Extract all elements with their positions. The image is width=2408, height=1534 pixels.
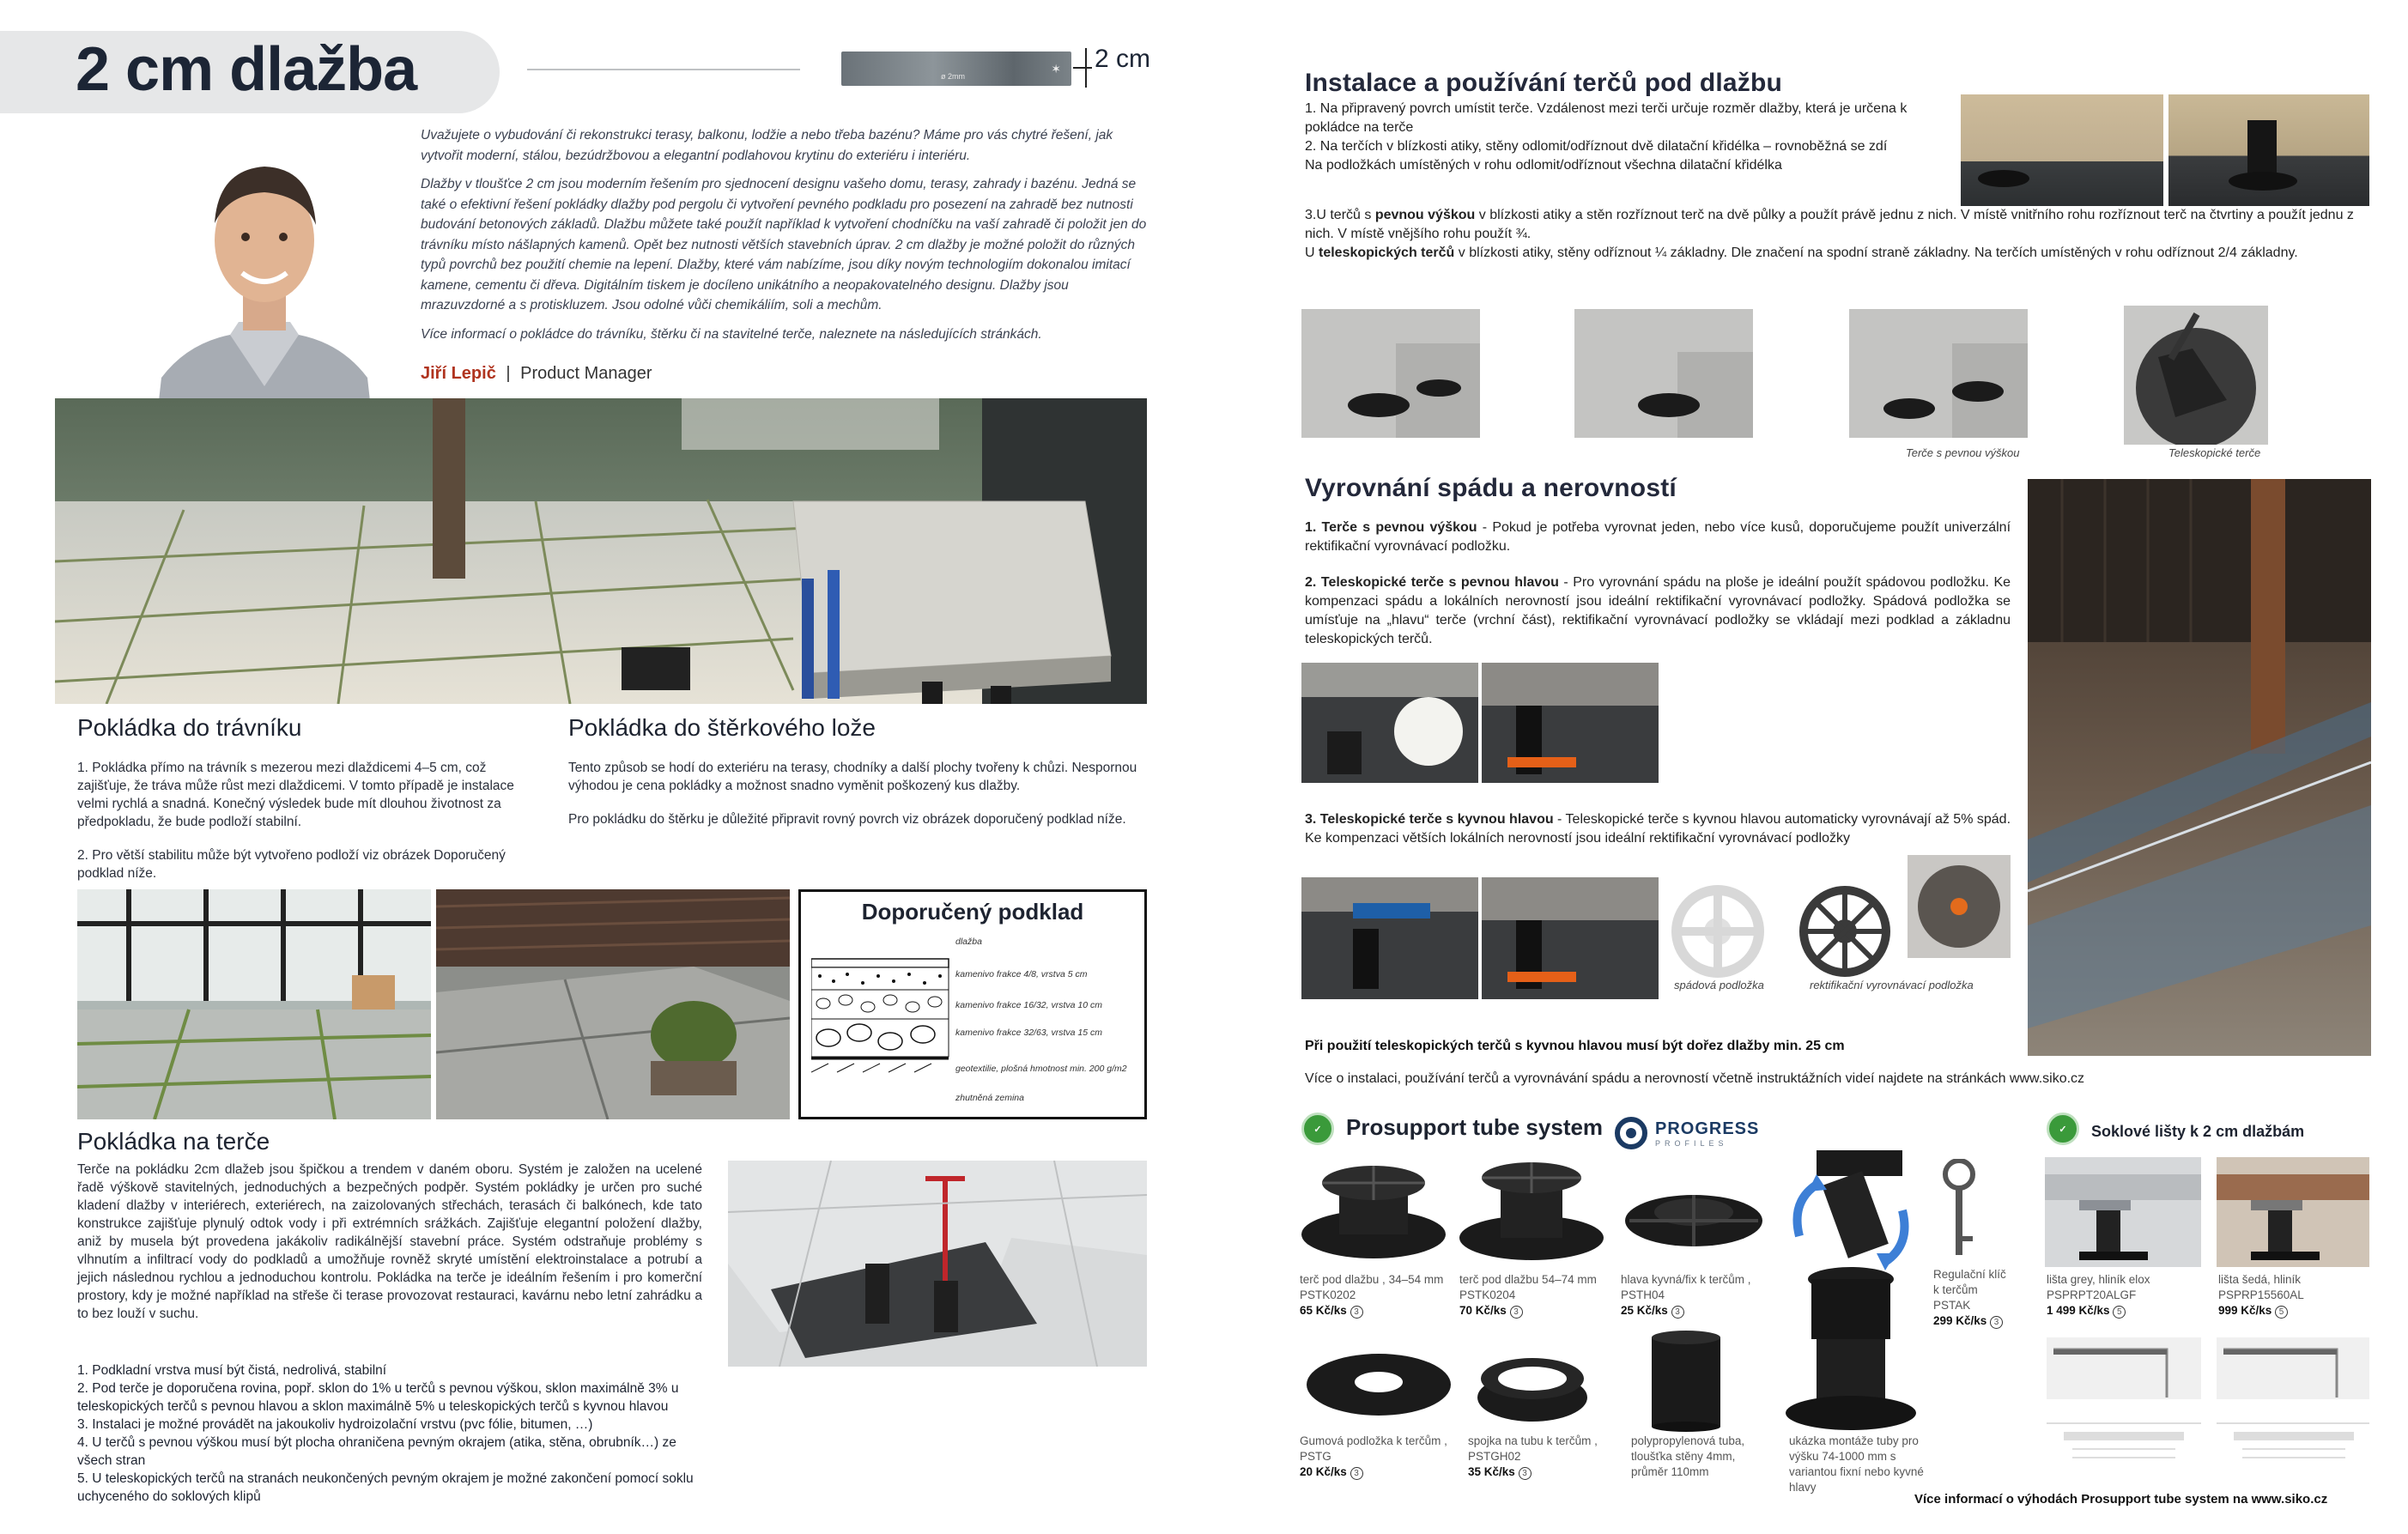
gravel-photo (436, 889, 790, 1119)
install-heading: Instalace a používání terčů pod dlažbu (1305, 69, 1783, 97)
leveling-p3-bold: 3. Teleskopické terče s kyvnou hlavou (1305, 812, 1554, 827)
leveling-p3-text: - Teleskopické terče s kyvnou hlavou automaticky vyrovnávají až 5% spád. Ke kompenzaci větších lokálních nerovností jsou ideální rektifikační vyrovnávací podložky (1305, 812, 2011, 846)
product-image-pstak (1933, 1159, 1985, 1262)
product-mark: 3 (1350, 1467, 1363, 1480)
leveling-photo-3 (1301, 877, 1478, 999)
sample-tile-text: ø 2mm (941, 72, 965, 81)
pedestals-paragraph: Terče na pokládku 2cm dlažeb jsou špičkou a trendem v daném oboru. Systém je založen na ucelené řadě výškově stavitelných, jednoduchých a bezpečných podpěr. Systém pokládky je určen pro suché kladení dlažby v interiérech, exteriérech, na zaizolovaných střechách, terasách či balkónech, kde tato konstrukce zajišťuje plynulý odtok vody i při extrémních srážkách. Zajišťuje elegantní položení dlažby, aniž by musela být provedena jakákoliv radikálnější stavební práce. Systém odstraňuje problémy s vlhnutím a infiltrací vody do podkladů a umožňuje rovněž skryté umístění elektroinstalace a potrubí a jejich následnou rychlou a jednoduchou kontrolu. Pokládka na terče je ideálním řešením i pro komerční prostory, kdy je možné například na střeše či terase provozovat restauraci, kavárnu nebo letní zahrádku a to bez louží v suchu. (77, 1162, 702, 1321)
trim-image-1 (2045, 1157, 2201, 1267)
trim-code: PSPRPT20ALGF (2047, 1288, 2137, 1301)
trim-profile-drawing-1 (2047, 1337, 2201, 1466)
trim-name: lišta grey, hliník elox (2047, 1273, 2150, 1286)
eco-badge-icon: ✓ (1301, 1113, 1334, 1145)
product-caption-pstk0204 (1459, 1272, 1614, 1319)
recommended-base-diagram (798, 889, 1147, 1119)
intro-paragraph-2: Dlažby v tloušťce 2 cm jsou moderním řešením pro sjednocení designu vašeho domu, terasy, zahrady i bazénu. Jedná se také o efektivní řešení pokládky dlažby pod pergolu či vytvoření pevného podkladu pro posezení na zahradě bez nutnosti budování betonových základů. Dlažbu můžete také použít například k vytvoření chodníčku na vaší zahradě či položit jen do trávníku místo nášlapných kamenů. Opět bez nutnosti větších stavebních úprav. 2 cm dlažby je možné položit do různých typů povrchů bez použití chemie na lepení. Dlažby, které vám nabízíme, jsou díky novým technologiím dokonalou imitací kamene, cementu či dřeva. Digitálním tiskem je docíleno unikátního a neopakovatelného designu. Dlažby jsou mrazuvzdorné a s protiskluzem. Jsou odolné vůči chemikáliím, soli a mechům. (421, 177, 1147, 312)
product-mark: 3 (1519, 1467, 1532, 1480)
pedestals-list-item-3: 3. Instalaci je možné provádět na jakoukoliv hydroizolační vrstvu (pvc fólie, bitumen, …) (77, 1417, 593, 1432)
product-name: Gumová podložka k terčům , (1300, 1434, 1447, 1447)
leveling-p3 (1305, 810, 2011, 848)
product-code: PSTAK (1933, 1299, 1971, 1312)
trim-image-2 (2217, 1157, 2369, 1267)
leveling-photo-4 (1482, 877, 1659, 999)
product-price: 65 Kč/ks (1300, 1304, 1347, 1317)
author-line (421, 364, 652, 384)
trim-name: lišta šedá, hliník (2218, 1273, 2302, 1286)
product-image-pstk0202 (1296, 1157, 1451, 1269)
product-price: 20 Kč/ks (1300, 1465, 1347, 1478)
lawn-paragraph-2: 2. Pro větší stabilitu může být vytvořeno podloží viz obrázek Doporučený podklad níže. (77, 848, 506, 881)
trim-price: 1 499 Kč/ks (2047, 1304, 2110, 1317)
trim-mark: 5 (2275, 1306, 2288, 1319)
leveling-p2-bold: 2. Teleskopické terče s pevnou hlavou (1305, 575, 1559, 590)
product-mark: 3 (1671, 1306, 1684, 1319)
product-name: hlava kyvná/fix k terčům , (1621, 1273, 1751, 1286)
product-price: 25 Kč/ks (1621, 1304, 1668, 1317)
install-paragraph-3 (1305, 206, 2369, 263)
product-caption-pstak (1933, 1267, 2011, 1329)
author-role: Product Manager (520, 364, 652, 383)
slope-shim-image (1662, 884, 1774, 979)
diagram-layer-5: geotextilie, plošná hmotnost min. 200 g/m2 (955, 1064, 1127, 1074)
leveling-photo-2 (1482, 663, 1659, 783)
gravel-paragraph-2: Pro pokládku do štěrku je důležité připravit rovný povrch viz obrázek doporučený podklad níže. (568, 812, 1126, 827)
product-image-tube (1645, 1329, 1727, 1432)
pedestals-body (77, 1161, 702, 1323)
trim-code: PSPRP15560AL (2218, 1288, 2304, 1301)
eco-badge-icon-trim: ✓ (2047, 1113, 2079, 1145)
product-caption-assembly: ukázka montáže tuby pro výšku 74-1000 mm s variantou fixní nebo kyvné hlavy (1789, 1434, 1924, 1494)
corner-illustration-2 (1574, 309, 1753, 438)
pedestals-heading: Pokládka na terče (77, 1128, 270, 1155)
diagram-layer-2: kamenivo frakce 4/8, vrstva 5 cm (955, 969, 1088, 979)
product-code: PSTK0202 (1300, 1288, 1356, 1301)
product-caption-pstg (1300, 1434, 1463, 1480)
thickness-label: 2 cm (1095, 45, 1151, 73)
leveling-more-info: Více o instalaci, používání terčů a vyrovnávání spádu a nerovností včetně instruktážních videí najdete na stránkách www.siko.cz (1305, 1071, 2085, 1086)
product-name: terč pod dlažbu , 34–54 mm (1300, 1273, 1444, 1286)
diagram-layer-6: zhutněná zemina (955, 1093, 1024, 1103)
product-caption-pstgh02 (1468, 1434, 1623, 1480)
product-caption-tube: polypropylenová tuba, tloušťka stěny 4mm, průměr 110mm (1631, 1434, 1745, 1478)
trim-caption-2 (2218, 1272, 2373, 1319)
pedestals-list-item-2: 2. Pod terče je doporučena rovina, popř. sklon do 1% u terčů s pevnou výškou, sklon maximálně 3% u teleskopických terčů s pevnou hlavou a sklon maximálně 5% u teleskopických terčů s kyvnou hlavou (77, 1381, 679, 1414)
diagram-layer-3: kamenivo frakce 16/32, vrstva 10 cm (955, 1000, 1102, 1010)
install-p4-text: v blízkosti atiky, stěny odříznout ¼ základny. Dle značení na spodní straně základny. Na terčích umístěných v rohu odříznout 2/4 základny. (1454, 246, 2298, 260)
product-price: 299 Kč/ks (1933, 1314, 1987, 1327)
diagram-title: Doporučený podklad (861, 899, 1084, 925)
product-image-pstgh02 (1468, 1344, 1597, 1430)
product-name: terč pod dlažbu 54–74 mm (1459, 1273, 1597, 1286)
slope-shim-photo (1908, 855, 2011, 958)
trim-caption-1 (2047, 1272, 2210, 1319)
product-mark: 3 (1510, 1306, 1523, 1319)
progress-logo (1614, 1116, 1759, 1150)
intro-paragraph-1: Uvažujete o vybudování či rekonstrukci terasy, balkonu, lodžie a nebo třeba bazénu? Máme pro vás chytré řešení, jak vytvořit moderní, stálou, bezúdržbovou a elegantní podlahovou krytinu do exteriéru i interiéru. (421, 128, 1113, 163)
product-image-assembly (1782, 1262, 1920, 1434)
lawn-photo (77, 889, 431, 1119)
product-price: 35 Kč/ks (1468, 1465, 1515, 1478)
product-caption-psth04 (1621, 1272, 1775, 1319)
trim-heading: Soklové lišty k 2 cm dlažbám (2091, 1123, 2305, 1140)
progress-logo-icon (1614, 1116, 1648, 1150)
pedestals-list-item-1: 1. Podkladní vrstva musí být čistá, nedrolivá, stabilní (77, 1363, 387, 1378)
product-name: spojka na tubu k terčům , (1468, 1434, 1598, 1447)
diagram-layer-4: kamenivo frakce 32/63, vrstva 15 cm (955, 1028, 1102, 1038)
product-caption-pstk0202 (1300, 1272, 1454, 1319)
install-p3-bold: pevnou výškou (1374, 208, 1476, 222)
leveling-p2-text: - Pro vyrovnání spádu na ploše je ideální použít spádovou podložku. Ke kompenzaci spádu a lokálních nerovností jsou ideální rektifikační vyrovnávací podložky. Spádová podložka se umísťuje na „hlavu“ terče (vrchní část), rektifikační vyrovnávací podložky se vkládají mezi podklad a základnu teleskopických terčů. (1305, 575, 2011, 646)
caption-slope-shim: spádová podložka (1674, 979, 1764, 991)
pedestals-list-item-5: 5. U teleskopických terčů na stranách neukončených pevným okrajem je možné zakončení pomocí soklu uchyceného do soklových klipů (77, 1471, 694, 1504)
telescopic-pedestal-photo (2124, 306, 2268, 445)
lawn-paragraph-1: 1. Pokládka přímo na trávník s mezerou mezi dlaždicemi 4–5 cm, což zajišťuje, že tráva může růst mezi dlaždicemi. V tomto případě je instalace velmi rychlá a snadná. Konečný výsledek bude mít dlouhou životnost za předpokladu, že bude podloží stabilní. (77, 761, 514, 829)
product-image-pstg (1301, 1346, 1456, 1423)
author-separator: | (506, 364, 511, 383)
trim-mark: 5 (2113, 1306, 2126, 1319)
install-p3-text: v blízkosti atiky a stěn rozříznout terč na dvě půlky a použít právě jednu z nich. V místě vnitřního rohu rozříznout terč na čtvrtiny a použít jednu z nich. V místě vnějšího rohu použít ¾. (1305, 208, 2354, 241)
caption-rectification-shim: rektifikační vyrovnávací podložka (1810, 979, 1974, 991)
lawn-text (77, 759, 522, 882)
caption-telescopic-pedestals: Teleskopické terče (2168, 446, 2261, 459)
product-name: Regulační klíč k terčům (1933, 1268, 2006, 1296)
product-image-pstk0204 (1454, 1157, 1609, 1269)
install-p4-bold: teleskopických terčů (1319, 246, 1455, 260)
intro-paragraph-3: Více informací o pokládce do trávníku, štěrku či na stavitelné terče, naleznete na následujících stránkách. (421, 326, 1042, 342)
progress-brand-sub: PROFILES (1655, 1138, 1728, 1148)
install-steps (1305, 100, 1954, 175)
terrace-hero-photo (55, 398, 1147, 704)
tube-system-heading: Prosupport tube system (1346, 1114, 1604, 1140)
diagram-layer-1: dlažba (955, 937, 982, 947)
install-step-1: 1. Na připravený povrch umístit terče. Vzdálenost mezi terči určuje rozměr dlažby, která je určena k pokládce na terče (1305, 101, 1908, 135)
install-p3-prefix: 3.U terčů s (1305, 208, 1375, 222)
intro-text (421, 125, 1147, 344)
pedestals-list (77, 1361, 704, 1506)
product-code: PSTK0204 (1459, 1288, 1516, 1301)
leveling-note: Při použití teleskopických terčů s kyvnou hlavou musí být dořez dlažby min. 25 cm (1305, 1039, 1845, 1053)
wet-deck-photo (2028, 479, 2371, 1056)
product-code: PSTH04 (1621, 1288, 1665, 1301)
gravel-heading: Pokládka do štěrkového lože (568, 714, 876, 741)
corner-illustration-3 (1849, 309, 2028, 438)
gravel-text (568, 759, 1145, 828)
diagram-layers-drawing (811, 943, 957, 1098)
pedestals-list-item-4: 4. U terčů s pevnou výškou musí být plocha ohraničena pevným okrajem (atika, stěna, obrubník…) ze všech stran (77, 1435, 676, 1468)
trim-price: 999 Kč/ks (2218, 1304, 2272, 1317)
product-price: 70 Kč/ks (1459, 1304, 1507, 1317)
thickness-tick (1073, 67, 1092, 69)
caption-fixed-pedestals: Terče s pevnou výškou (1906, 446, 2020, 459)
pedestal-render (728, 1161, 1147, 1367)
leveling-p2 (1305, 573, 2011, 649)
rectification-shim-image (1789, 884, 1901, 979)
page-title: 2 cm dlažba (76, 35, 417, 104)
progress-brand: PROGRESS (1655, 1119, 1760, 1138)
leveling-p1 (1305, 518, 2011, 556)
install-step-2: 2. Na terčích v blízkosti atiky, stěny odlomit/odříznout dvě dilatační křidélka – rovnoběžná se zdí (1305, 139, 1888, 154)
product-mark: 3 (1350, 1306, 1363, 1319)
install-photo-1 (1961, 94, 2163, 206)
leveling-p1-bold: 1. Terče s pevnou výškou (1305, 520, 1477, 535)
lawn-heading: Pokládka do trávníku (77, 714, 302, 741)
product-image-rotation (1782, 1142, 1920, 1270)
leveling-p1-text: - Pokud je potřeba vyrovnat jeden, nebo více kusů, doporučujeme použít univerzální rektifikační vyrovnávací podložku. (1305, 520, 2011, 554)
trim-profile-drawing-2 (2217, 1337, 2369, 1466)
product-mark: 3 (1990, 1316, 2003, 1329)
product-code: PSTGH02 (1468, 1450, 1521, 1463)
leveling-heading: Vyrovnání spádu a nerovností (1305, 474, 1677, 502)
leveling-photo-1 (1301, 663, 1478, 783)
gravel-paragraph-1: Tento způsob se hodí do exteriéru na terasy, chodníky a další plochy tvořeny k chůzi. Nespornou výhodou je cena pokládky a možnost snadno vyměnit poškozený kus dlažby. (568, 761, 1137, 793)
install-step-2b: Na podložkách umístěných v rohu odlomit/odříznout všechna dilatační křidélka (1305, 158, 1782, 173)
install-photo-2 (2168, 94, 2369, 206)
product-code: PSTG (1300, 1450, 1331, 1463)
star-icon: ✶ (1051, 62, 1061, 76)
install-p4-prefix: U (1305, 246, 1319, 260)
title-rule (527, 69, 800, 70)
author-name: Jiří Lepič (421, 364, 496, 383)
sample-tile (841, 52, 1071, 86)
tube-system-footer: Více informací o výhodách Prosupport tube system na www.siko.cz (1914, 1492, 2328, 1507)
product-image-psth04 (1621, 1169, 1767, 1255)
corner-illustration-1 (1301, 309, 1480, 438)
